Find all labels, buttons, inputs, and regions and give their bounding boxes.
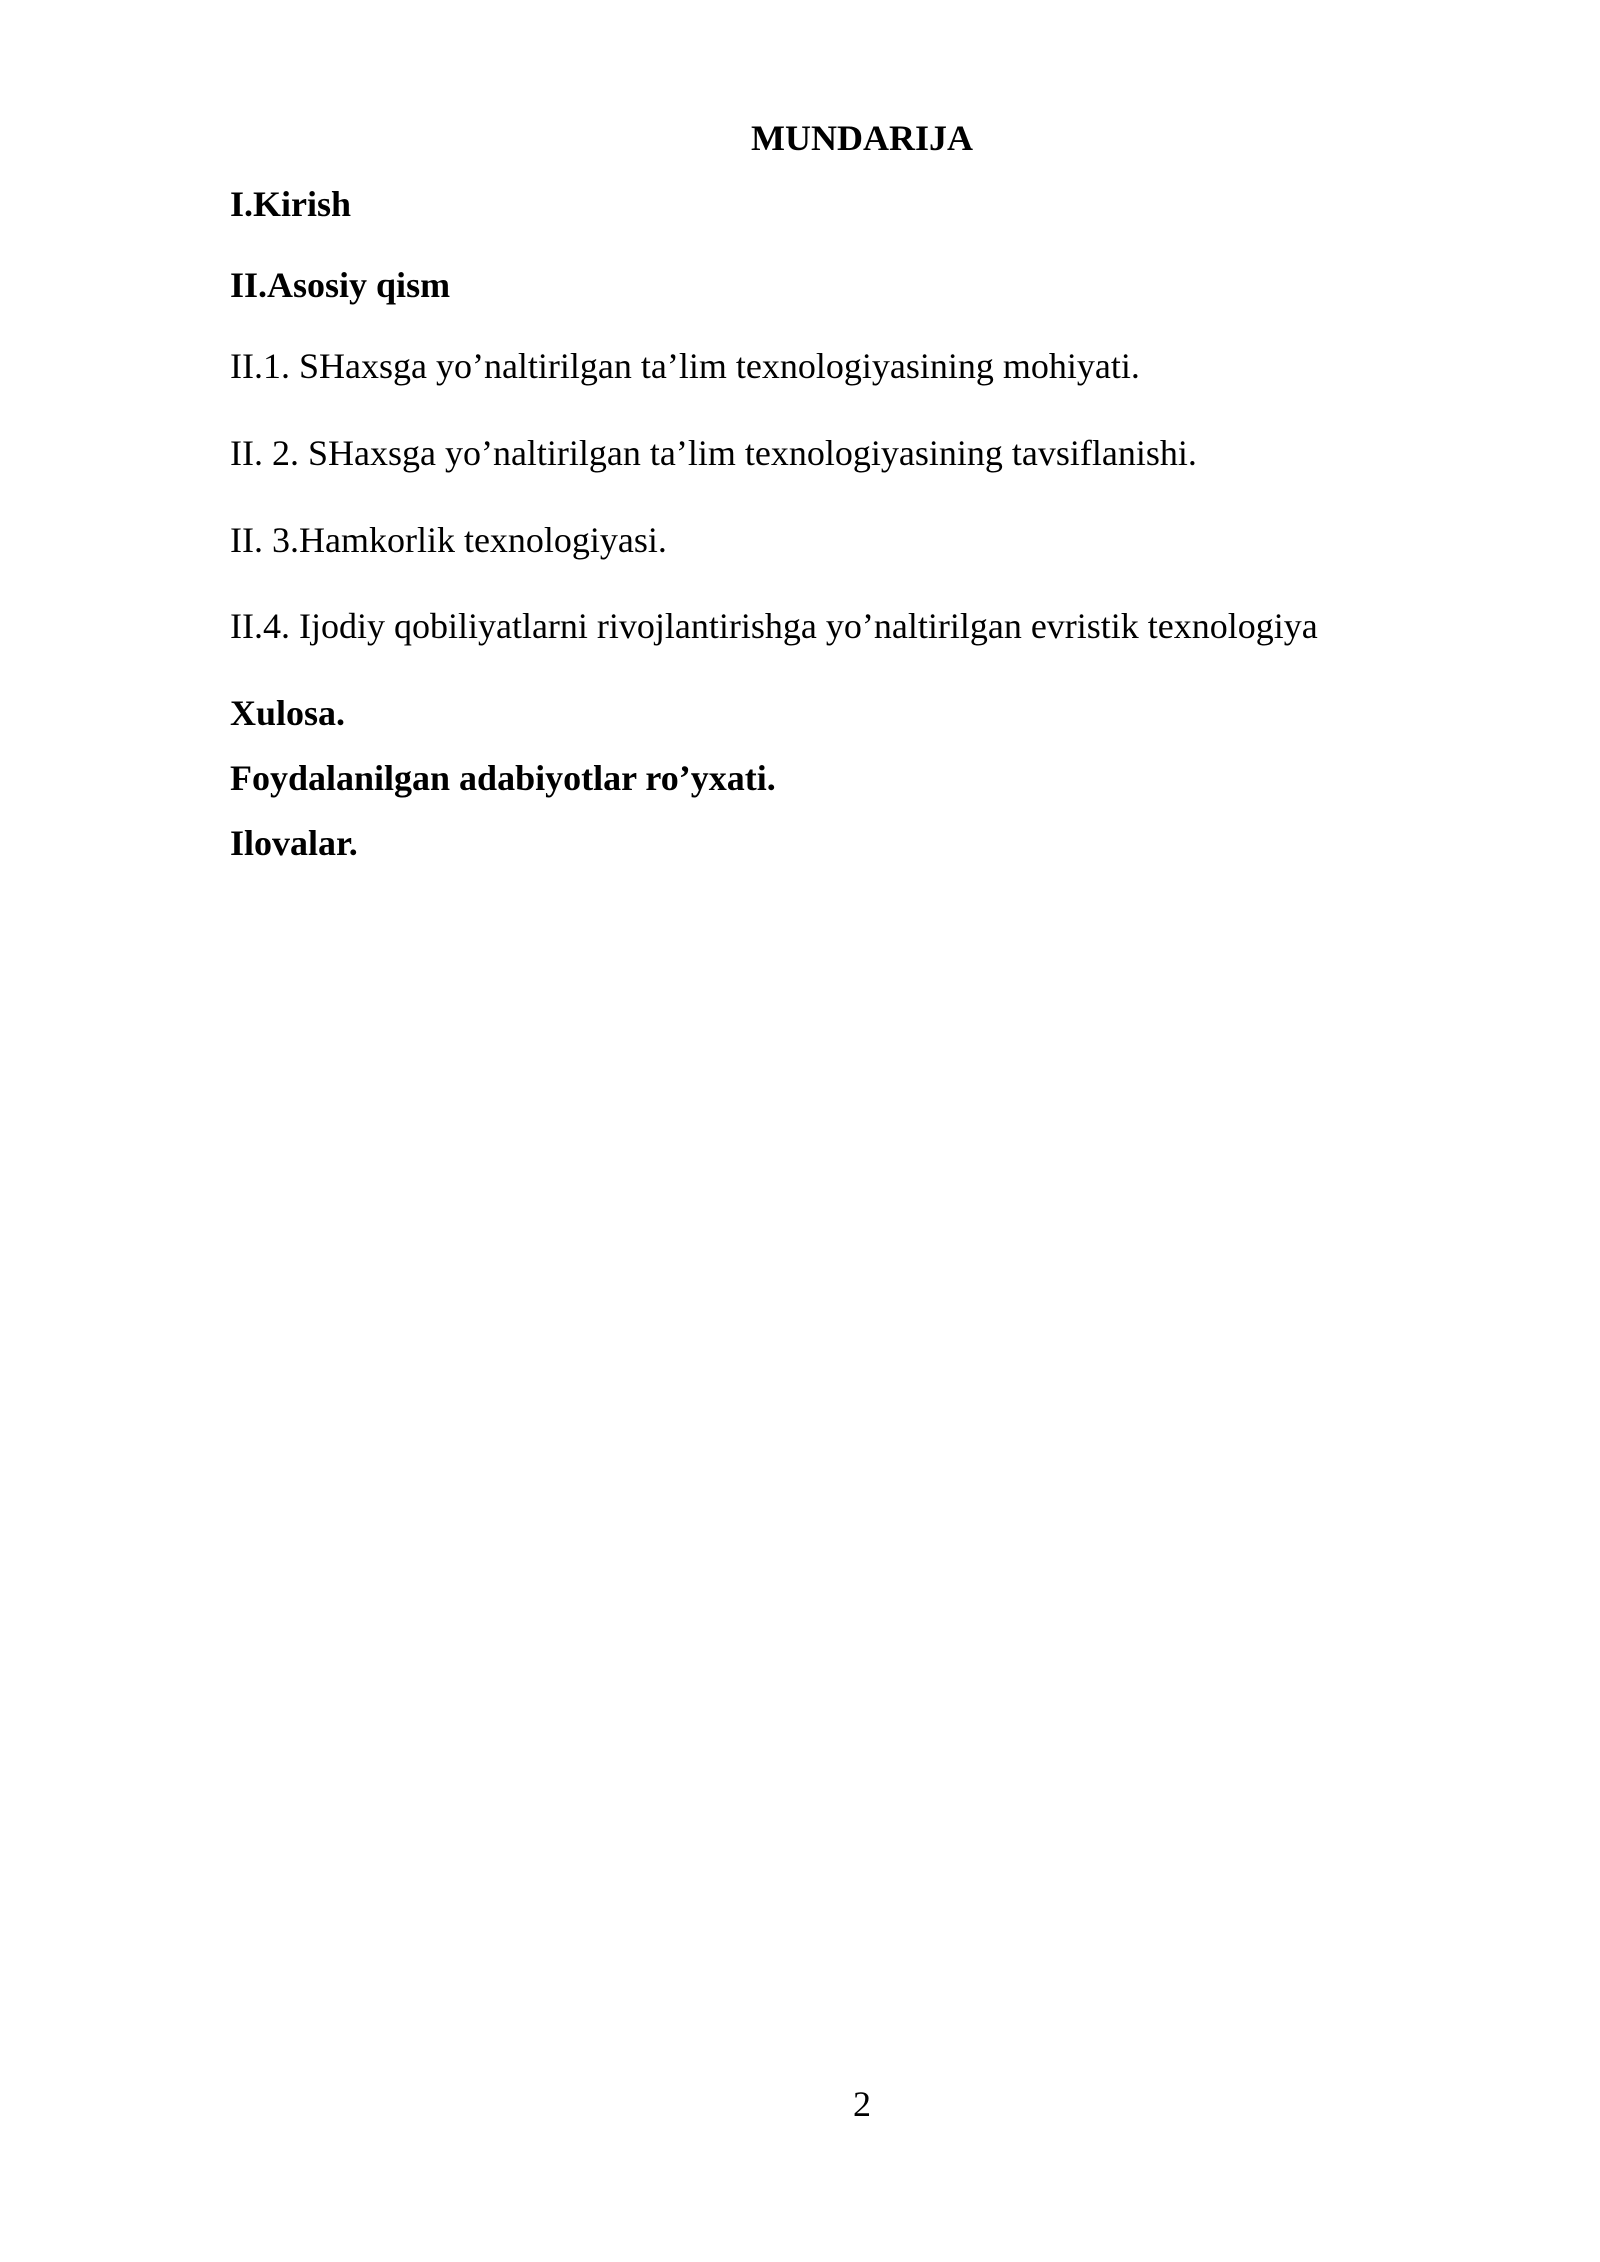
page-number-text: 2	[853, 2084, 871, 2124]
toc-entry-adabiyotlar: Foydalanilgan adabiyotlar ro’yxati.	[230, 758, 776, 798]
toc-entry-asosiy-qism: II.Asosiy qism	[230, 265, 451, 305]
toc-entry-section-1: II.1. SHaxsga yo’naltirilgan ta’lim texnologiyasining mohiyati.	[230, 346, 1140, 386]
toc-entry-xulosa: Xulosa.	[230, 693, 346, 733]
page-title	[0, 112, 1600, 164]
toc-entry-section-2: II. 2. SHaxsga yo’naltirilgan ta’lim texnologiyasining tavsiflanishi.	[230, 433, 1197, 473]
toc-entry-section-4: II.4. Ijodiy qobiliyatlarni rivojlantirishga yo’naltirilgan evristik texnologiya	[230, 606, 1318, 646]
page-title-text: MUNDARIJA	[751, 118, 973, 158]
toc-entry-kirish: I.Kirish	[230, 184, 352, 224]
toc-entry-ilovalar: Ilovalar.	[230, 823, 358, 863]
toc-entry-section-3: II. 3.Hamkorlik texnologiyasi.	[230, 520, 667, 560]
page-number	[0, 2078, 1600, 2130]
